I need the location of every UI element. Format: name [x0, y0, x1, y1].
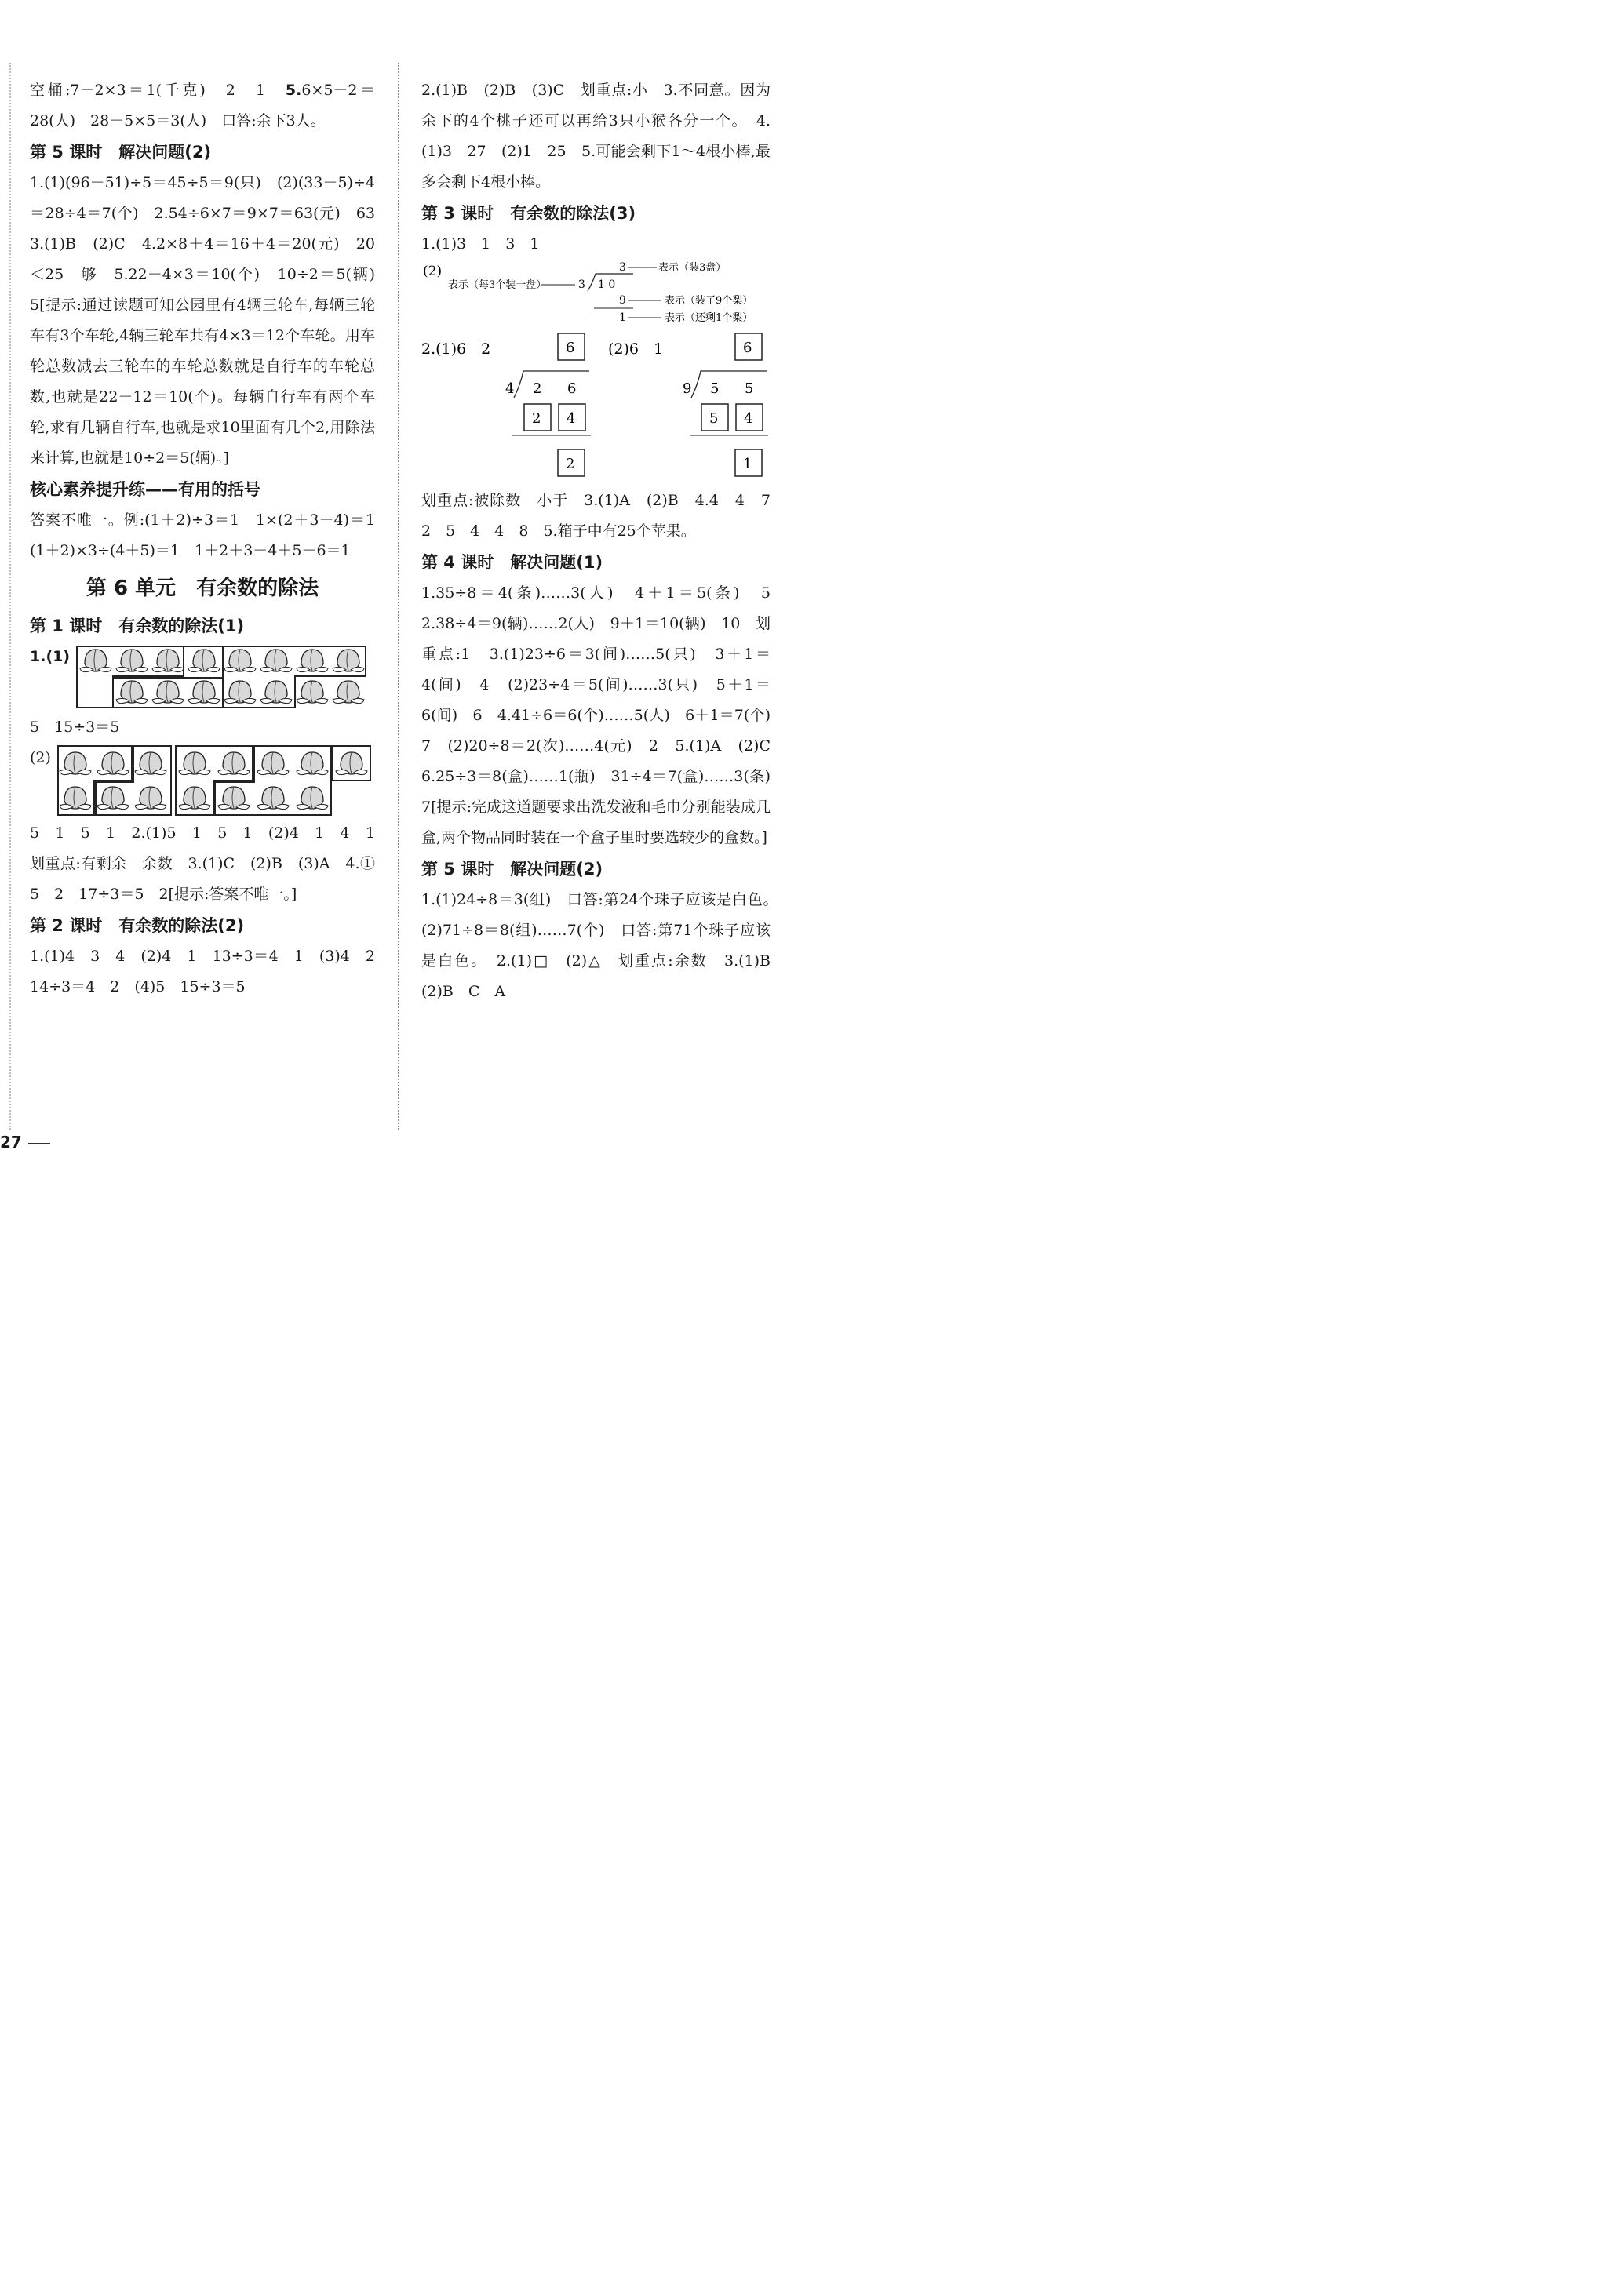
peach-icon — [224, 650, 256, 672]
margin-rule — [9, 63, 11, 1130]
peach-icon — [260, 650, 292, 672]
peach-icon — [333, 681, 364, 704]
division-bracket — [691, 371, 767, 398]
peach-icon — [188, 681, 220, 704]
product-digit: 5 — [709, 410, 719, 427]
answer-paragraph: 1.(1)24÷8＝3(组) 口答:第24个珠子应该是白色。 (2)71÷8＝8(组)……7(个) 口答:第71个珠子应该是白色。 2.(1)□ (2)△ 划重点:余数 3.(1)B (2)B C A — [421, 891, 786, 1000]
divisor-digit: 9 — [683, 380, 692, 397]
divisor-digit: 3 — [578, 278, 585, 291]
answer-paragraph: 1.(1)3 1 3 1 — [421, 235, 540, 253]
peach-icon — [257, 787, 289, 810]
quotient-digit: 3 — [619, 261, 626, 274]
peach-icon — [297, 787, 328, 810]
dividend-digit: 5 — [745, 380, 754, 397]
answer-paragraph: 1.(1)4 3 4 (2)4 1 13÷3＝4 1 (3)4 2 14÷3＝4 2 (4)5 15÷3＝5 — [30, 948, 391, 995]
peach-icon — [152, 681, 184, 704]
peach-figure-2 — [30, 743, 375, 818]
lesson-heading: 第 3 课时 有余数的除法(3) — [421, 204, 636, 223]
peach-icon — [297, 752, 328, 775]
page-number: 27 — [0, 1133, 22, 1152]
peach-grouping-1 — [74, 642, 372, 712]
product-digit: 4 — [744, 410, 753, 427]
peach-icon — [135, 787, 166, 810]
remainder-digit: 1 — [743, 456, 752, 472]
lesson-heading: 第 5 课时 解决问题(2) — [421, 860, 603, 879]
peach-icon — [60, 752, 91, 775]
long-division-boxes — [421, 332, 771, 486]
answer-paragraph: 5 15÷3＝5 — [30, 719, 120, 736]
product-note: 表示（装了9个梨） — [665, 295, 753, 307]
answer-paragraph: 1.35÷8＝4(条)……3(人) 4＋1＝5(条) 5 2.38÷4＝9(辆)……2(人) 9＋1＝10(辆) 10 划重点:1 3.(1)23÷6＝3(间)……5(只) 3＋1＝4(间) 4 (2)23÷4＝5(间)……3(只) 5＋1＝6(间) 6 4.41÷6＝6(个)……5(人) 6＋1＝7(个) 7 (2)20÷8＝2(次)……4(元) 2 5.(1)A (2)C 6.25÷3＝8(盒)……1(瓶) 31÷4＝7(盒)……3(条) 7[提示:完成这道题要求出洗发液和毛巾分别能装成几盒,两个物品同时装在一个盒子里时要选较少的盒数。] — [421, 584, 786, 846]
answer-paragraph: 5 1 5 1 2.(1)5 1 5 1 (2)4 1 4 1 划重点:有剩余 余数 3.(1)C (2)B (3)A 4.① 5 2 17÷3＝5 2[提示:答案不唯一。] — [30, 824, 391, 903]
product-digit: 2 — [532, 410, 541, 427]
dividend-digits: 1 0 — [598, 278, 616, 291]
remainder-digit: 1 — [619, 311, 626, 324]
peach-grouping-2 — [56, 743, 373, 818]
remainder-digit: 2 — [566, 456, 575, 472]
peach-icon — [218, 752, 250, 775]
page-number-rule — [28, 1143, 50, 1144]
answer-paragraph: 划重点:被除数 小于 3.(1)A (2)B 4.4 4 7 2 5 4 4 8 5.箱子中有25个苹果。 — [421, 492, 786, 540]
figure-label: 1.(1) — [30, 648, 71, 665]
peach-icon — [97, 752, 129, 775]
quotient-digit: 6 — [566, 340, 575, 356]
question-label: (2)6 1 — [608, 340, 664, 358]
peach-icon — [218, 787, 250, 810]
dividend-digit: 5 — [710, 380, 720, 397]
peach-icon — [179, 787, 210, 810]
peach-icon — [297, 681, 328, 704]
product-digit: 9 — [619, 294, 626, 307]
peach-icon — [97, 787, 129, 810]
peach-icon — [116, 681, 148, 704]
lesson-heading: 第 2 课时 有余数的除法(2) — [30, 916, 245, 935]
peach-icon — [260, 681, 292, 704]
remainder-note: 表示（还剩1个梨） — [665, 312, 753, 324]
right-column — [421, 75, 786, 1007]
peach-icon — [257, 752, 289, 775]
answer-paragraph: 空桶:7－2×3＝1(千克) 2 1 5.6×5－2＝28(人) 28－5×5＝3(人) 口答:余下3人。 — [30, 82, 375, 129]
peach-icon — [80, 650, 111, 672]
divisor-digit: 4 — [505, 380, 515, 397]
peach-icon — [336, 752, 367, 775]
section-heading: 核心素养提升练——有用的括号 — [30, 480, 260, 499]
column-divider — [398, 63, 399, 1130]
peach-icon — [60, 787, 91, 810]
peach-icon — [179, 752, 210, 775]
quotient-note: 表示（装3盘） — [658, 262, 727, 274]
figure-label: (2) — [30, 749, 51, 766]
division-bracket — [514, 371, 589, 398]
lesson-heading: 第 1 课时 有余数的除法(1) — [30, 617, 245, 635]
lesson-heading: 第 5 课时 解决问题(2) — [30, 143, 212, 162]
peach-icon — [152, 650, 184, 672]
peach-icon — [297, 650, 328, 672]
peach-figure-1 — [30, 642, 375, 712]
divisor-note: 表示（每3个装一盘） — [448, 279, 547, 291]
peach-icon — [135, 752, 166, 775]
quotient-digit: 6 — [743, 340, 752, 356]
dividend-digit: 2 — [533, 380, 542, 397]
product-digit: 4 — [567, 410, 576, 427]
dividend-digit: 6 — [567, 380, 577, 397]
annotated-division-figure — [421, 260, 771, 332]
unit-title: 第 6 单元 有余数的除法 — [86, 577, 319, 600]
question-label: 2.(1)6 2 — [421, 340, 491, 358]
answer-paragraph: 1.(1)(96－51)÷5＝45÷5＝9(只) (2)(33－5)÷4＝28÷4＝7(个) 2.54÷6×7＝9×7＝63(元) 63 3.(1)B (2)C 4.2×8＋4＝16＋4＝20(元) 20＜25 够 5.22－4×3＝10(个) 10÷2＝5(辆) 5[提示:通过读题可知公园里有4辆三轮车,每辆三轮车有3个车轮,4辆三轮车共有4×3＝12个车轮。用车轮总数减去三轮车的车轮总数就是自行车的车轮总数,也就是22－12＝10(个)。每辆自行车有两个车轮,求有几辆自行车,也就是求10里面有几个2,用除法来计算,也就是10÷2＝5(辆)。] — [30, 174, 391, 467]
answer-paragraph: 答案不唯一。例:(1＋2)÷3＝1 1×(2＋3－4)＝1 (1＋2)×3÷(4＋5)＝1 1＋2＋3－4＋5－6＝1 — [30, 511, 391, 559]
figure-label: (2) — [423, 264, 443, 279]
answer-paragraph: 2.(1)B (2)B (3)C 划重点:小 3.不同意。因为余下的4个桃子还可以再给3只小猴各分一个。 4.(1)3 27 (2)1 25 5.可能会剩下1～4根小棒,最多会剩下4根小棒。 — [421, 82, 771, 191]
lesson-heading: 第 4 课时 解决问题(1) — [421, 553, 603, 572]
peach-icon — [333, 650, 364, 672]
peach-icon — [224, 681, 256, 704]
left-column — [30, 75, 391, 1002]
peach-icon — [188, 650, 220, 672]
peach-icon — [116, 650, 148, 672]
